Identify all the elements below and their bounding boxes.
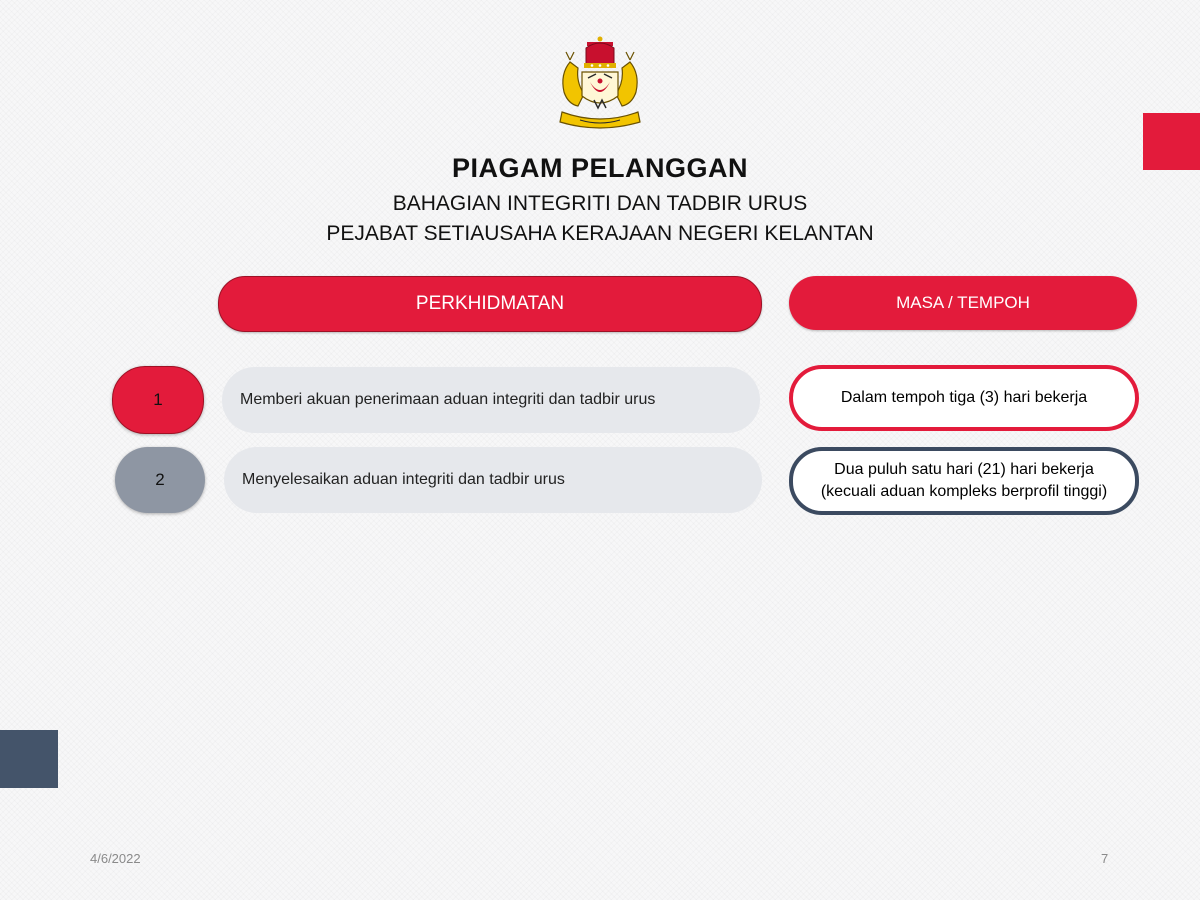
header-service: PERKHIDMATAN [218, 276, 762, 332]
slide-subtitle-office: PEJABAT SETIAUSAHA KERAJAAN NEGERI KELANTAN [326, 222, 874, 245]
row-duration-line: Dua puluh satu hari (21) hari bekerja [834, 461, 1094, 478]
page-number: 7 [1101, 851, 1109, 866]
footer-date: 4/6/2022 [90, 851, 141, 866]
row-duration-box [789, 447, 1139, 515]
row-service-label: Memberi akuan penerimaan aduan integriti dan tadbir urus [240, 391, 656, 408]
row-number-badge: 1 [112, 366, 204, 434]
row-service-text [222, 367, 760, 433]
slide-subtitle-division: BAHAGIAN INTEGRITI DAN TADBIR URUS [392, 192, 808, 215]
row-service-text [224, 447, 762, 513]
slide-title: PIAGAM PELANGGAN [451, 153, 748, 183]
decorative-navy-square [0, 730, 58, 788]
row-duration-line: Dalam tempoh tiga (3) hari bekerja [840, 389, 1088, 406]
row-duration-box [789, 365, 1139, 431]
state-crest-icon [550, 34, 650, 134]
row-service-label: Menyelesaikan aduan integriti dan tadbir urus [242, 471, 565, 488]
row-number-badge: 2 [115, 447, 205, 513]
row-duration-note: (kecuali aduan kompleks berprofil tinggi) [820, 483, 1108, 500]
header-duration: MASA / TEMPOH [789, 276, 1137, 330]
